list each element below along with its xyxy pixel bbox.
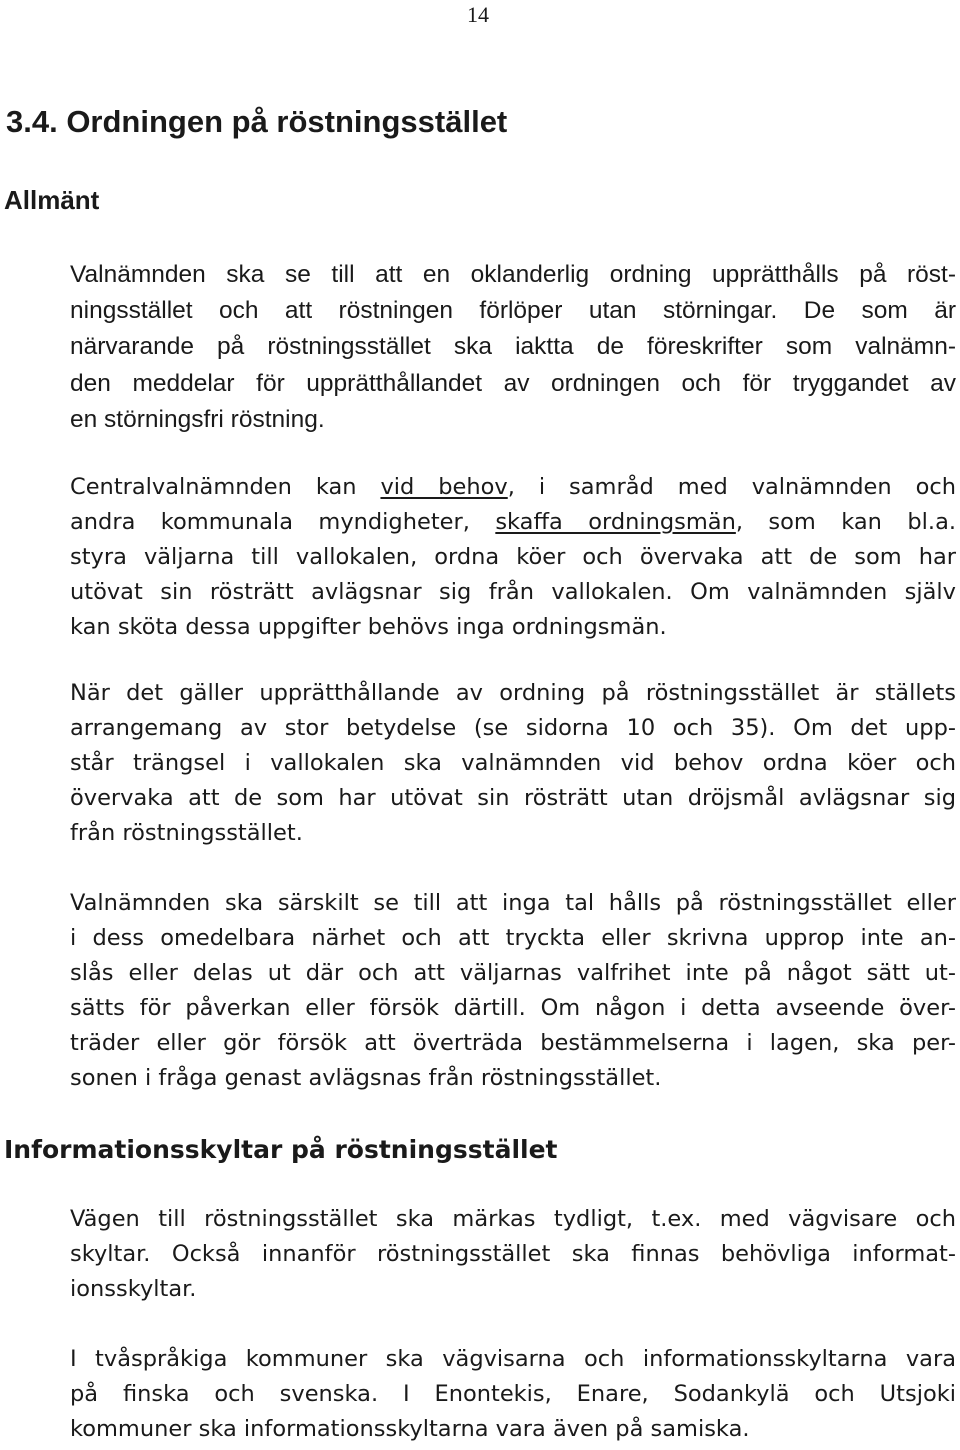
text-line: utövat sin rösträtt avlägsnar sig från vallokalen. Om valnämnden själv bbox=[70, 579, 956, 605]
text-line: Vägen till röstningsstället ska märkas tydligt, t.ex. med vägvisare och bbox=[70, 1206, 956, 1232]
text-line: på finska och svenska. I Enontekis, Enare, Sodankylä och Utsjoki bbox=[70, 1381, 956, 1407]
text-line: står trängsel i vallokalen ska valnämnden vid behov ordna köer och bbox=[70, 750, 956, 776]
subheading-informationsskyltar: Informationsskyltar på röstningsstället bbox=[4, 1135, 558, 1164]
text-run: , i samråd med valnämnden och bbox=[507, 474, 956, 500]
text-line: närvarande på röstningsstället ska iaktta de föreskrifter som valnämn- bbox=[70, 333, 956, 361]
paragraph-order-maintenance bbox=[70, 676, 956, 851]
text-line: slås eller delas ut där och att väljarnas valfrihet inte på något sätt ut- bbox=[70, 960, 956, 986]
text-run: Centralvalnämnden kan bbox=[70, 474, 381, 500]
text-line: skyltar. Också innanför röstningsstället ska finnas behövliga informat- bbox=[70, 1241, 956, 1267]
text-line bbox=[70, 470, 956, 505]
paragraph-signage bbox=[70, 1202, 956, 1307]
text-line: sätts för påverkan eller försök därtill. Om någon i detta avseende över- bbox=[70, 995, 956, 1021]
paragraph-no-campaigning bbox=[70, 886, 956, 1096]
text-line: sonen i fråga genast avlägsnas från röstningsstället. bbox=[70, 1065, 662, 1091]
text-line: kommuner ska informationsskyltarna vara även på samiska. bbox=[70, 1416, 750, 1442]
text-line: Valnämnden ska se till att en oklanderlig ordning upprätthålls på röst- bbox=[70, 261, 956, 288]
text-line bbox=[70, 505, 956, 540]
page-number: 14 bbox=[467, 2, 489, 27]
text-line: övervaka att de som har utövat sin rösträtt utan dröjsmål avlägsnar sig bbox=[70, 785, 956, 811]
paragraph-bilingual-signage bbox=[70, 1342, 956, 1447]
section-title: 3.4. Ordningen på röstningsstället bbox=[6, 104, 508, 139]
underlined-vid-behov: vid behov bbox=[380, 474, 508, 500]
text-line: I tvåspråkiga kommuner ska vägvisarna och informationsskyltarna vara bbox=[70, 1346, 956, 1372]
text-line: När det gäller upprätthållande av ordning på röstningsstället är ställets bbox=[70, 680, 956, 706]
text-line: Valnämnden ska särskilt se till att inga tal hålls på röstningsstället eller bbox=[70, 890, 956, 916]
text-line: ningsstället och att röstningen förlöper utan störningar. De som är bbox=[70, 297, 956, 325]
text-line: från röstningsstället. bbox=[70, 820, 303, 846]
paragraph-order-general bbox=[70, 257, 956, 438]
text-line: den meddelar för upprätthållandet av ordningen och för tryggandet av bbox=[70, 369, 956, 397]
text-line: ionsskyltar. bbox=[70, 1276, 197, 1302]
text-run: , som kan bl.a. bbox=[735, 509, 957, 535]
paragraph-ordningsman bbox=[70, 470, 956, 645]
text-line: i dess omedelbara närhet och att tryckta eller skrivna upprop inte an- bbox=[70, 925, 956, 951]
text-line: styra väljarna till vallokalen, ordna köer och övervaka att de som har bbox=[70, 544, 956, 570]
text-line: arrangemang av stor betydelse (se sidorna 10 och 35). Om det upp- bbox=[70, 715, 956, 741]
subheading-allmant: Allmänt bbox=[4, 185, 100, 215]
text-line: kan sköta dessa uppgifter behövs inga ordningsmän. bbox=[70, 614, 667, 640]
text-line: en störningsfri röstning. bbox=[70, 405, 325, 433]
text-line: träder eller gör försök att överträda bestämmelserna i lagen, ska per- bbox=[70, 1030, 956, 1056]
text-run: andra kommunala myndigheter, bbox=[70, 509, 496, 535]
underlined-skaffa-ordningsman: skaffa ordningsmän bbox=[495, 509, 736, 535]
